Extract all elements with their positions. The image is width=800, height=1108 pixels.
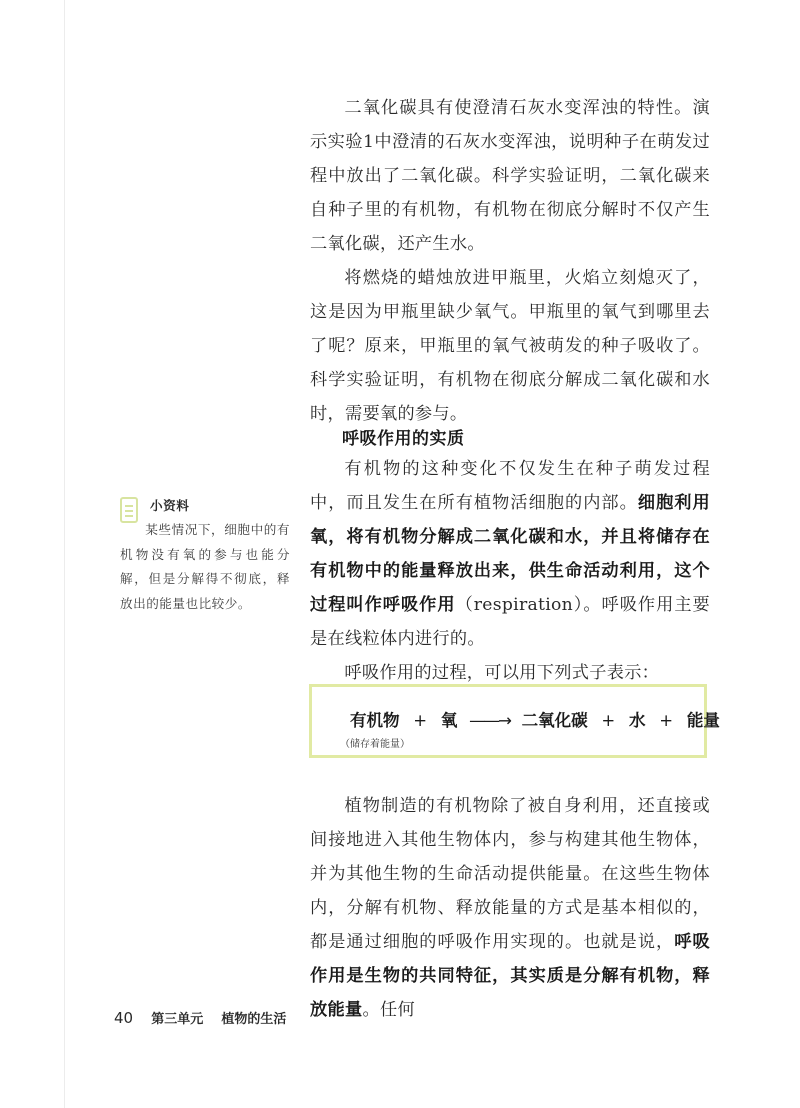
body-block-top bbox=[310, 91, 710, 431]
plus-sign: + bbox=[413, 711, 428, 730]
page-number: 40 bbox=[114, 1009, 134, 1027]
paragraph-3 bbox=[310, 452, 710, 656]
paragraph-3-definition: 细胞利用氧，将有机物分解成二氧化碳和水，并且将储存在有机物中的能量释放出来，供生命活动利用，这个过程叫作呼吸作用 bbox=[310, 493, 711, 615]
body-block-middle bbox=[310, 452, 710, 690]
section-heading: 呼吸作用的实质 bbox=[342, 429, 465, 449]
paragraph-5-conclusion: 呼吸作用是生物的共同特征，其实质是分解有机物，释放能量 bbox=[310, 932, 710, 1020]
respiration-equation bbox=[350, 707, 720, 731]
product-energy: 能量 bbox=[686, 711, 720, 730]
paragraph-2: 将燃烧的蜡烛放进甲瓶里，火焰立刻熄灭了，这是因为甲瓶里缺少氧气。甲瓶里的氧气到哪里去了呢？原来，甲瓶里的氧气被萌发的种子吸收了。科学实验证明，有机物在彻底分解成二氧化碳和水时，需要氧的参与。 bbox=[310, 268, 710, 424]
reactant-oxygen: 氧 bbox=[440, 711, 458, 730]
plus-sign: + bbox=[601, 711, 616, 730]
paragraph-5-lead: 植物制造的有机物除了被自身利用，还直接或间接地进入其他生物体内，参与构建其他生物体，并为其他生物的生命活动提供能量。在这些生物体内，分解有机物、释放能量的方式是基本相似的，都是通过细胞的呼吸作用实现的。也就是说， bbox=[310, 796, 710, 952]
note-icon bbox=[120, 497, 138, 523]
paragraph-4: 呼吸作用的过程，可以用下列式子表示： bbox=[344, 663, 660, 683]
page-footer bbox=[114, 1008, 286, 1027]
body-block-bottom bbox=[310, 789, 710, 1027]
paragraph-5-tail: 。任何 bbox=[362, 1000, 415, 1020]
reactant-organic-matter: 有机物 bbox=[350, 711, 400, 730]
reaction-arrow: ——→ bbox=[469, 711, 510, 730]
page-edge-line bbox=[64, 0, 65, 1108]
footer-chapter: 植物的生活 bbox=[221, 1012, 287, 1027]
sidebar-note bbox=[120, 494, 290, 616]
plus-sign: + bbox=[659, 711, 674, 730]
footer-unit: 第三单元 bbox=[151, 1012, 204, 1027]
paragraph-1: 二氧化碳具有使澄清石灰水变浑浊的特性。演示实验1中澄清的石灰水变浑浊，说明种子在萌发过程中放出了二氧化碳。科学实验证明，二氧化碳来自种子里的有机物，有机物在彻底分解时不仅产生二氧化碳，还产生水。 bbox=[310, 98, 710, 254]
product-carbon-dioxide: 二氧化碳 bbox=[521, 711, 588, 730]
formula-box bbox=[309, 684, 720, 758]
formula-note: （储存着能量） bbox=[340, 739, 410, 750]
paragraph-5 bbox=[310, 789, 710, 1027]
product-water: 水 bbox=[628, 711, 646, 730]
sidebar-title: 小资料 bbox=[150, 498, 190, 513]
sidebar-text: 某些情况下，细胞中的有机物没有氧的参与也能分解，但是分解得不彻底，释放出的能量也比较少。 bbox=[120, 522, 290, 611]
paragraph-3-tail: （respiration）。呼吸作用主要是在线粒体内进行的。 bbox=[310, 595, 710, 649]
paragraph-3-lead: 有机物的这种变化不仅发生在种子萌发过程中，而且发生在所有植物活细胞的内部。 bbox=[310, 459, 710, 513]
